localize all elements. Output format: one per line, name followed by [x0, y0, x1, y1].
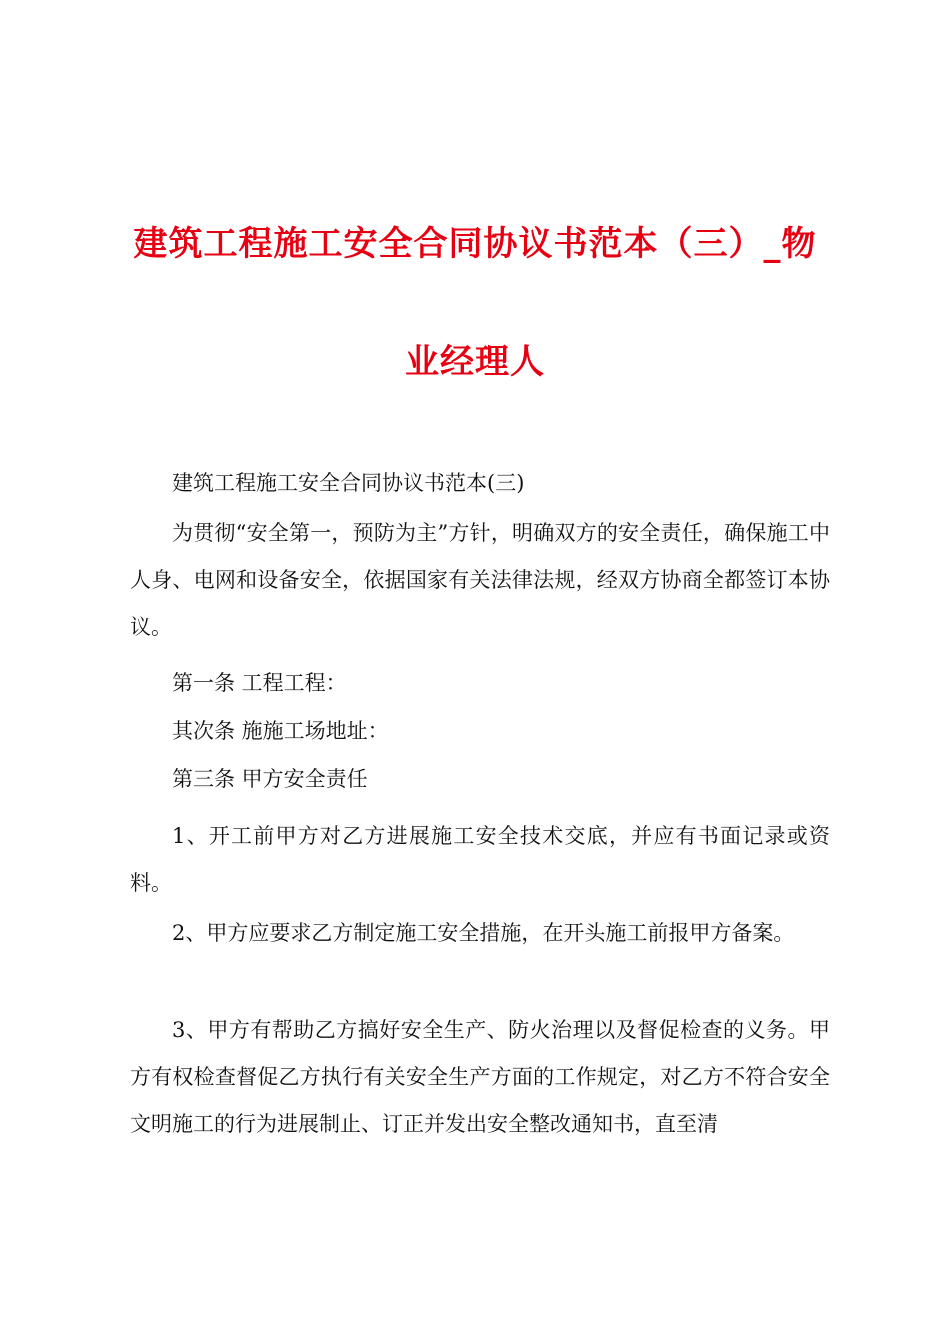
paragraph-intro-text: 为贯彻“安全第一，预防为主”方针，明确双方的安全责任，确保施工中人身、电网和设备安全，依据国家有关法律法规，经双方协商全都签订本协议。 — [130, 521, 830, 639]
list-item-1 — [130, 813, 830, 907]
article-1-text: 第一条 工程工程： — [172, 671, 347, 695]
list-item-3 — [130, 1007, 830, 1148]
article-1 — [130, 660, 830, 707]
article-3 — [130, 756, 830, 803]
paragraph-intro — [130, 510, 830, 651]
document-title-line-1: 建筑工程施工安全合同协议书范本（三）_物 — [133, 224, 817, 264]
document-title-line-2: 业经理人 — [405, 342, 545, 382]
list-item-2 — [130, 910, 830, 957]
paragraph-subtitle-text: 建筑工程施工安全合同协议书范本(三) — [172, 471, 525, 495]
list-item-1-text: 1、开工前甲方对乙方进展施工安全技术交底，并应有书面记录或资料。 — [130, 824, 830, 895]
paragraph-subtitle — [130, 460, 830, 507]
list-item-3-text: 3、甲方有帮助乙方搞好安全生产、防火治理以及督促检查的义务。甲方有权检查督促乙方执行有关安全生产方面的工作规定，对乙方不符合安全文明施工的行为进展制止、订正并发出安全整改通知书，直至清 — [130, 1018, 830, 1136]
article-3-text: 第三条 甲方安全责任 — [172, 767, 368, 791]
article-2 — [130, 708, 830, 755]
article-2-text: 其次条 施施工场地址： — [172, 719, 389, 743]
list-item-2-text: 2、甲方应要求乙方制定施工安全措施，在开头施工前报甲方备案。 — [172, 921, 795, 945]
